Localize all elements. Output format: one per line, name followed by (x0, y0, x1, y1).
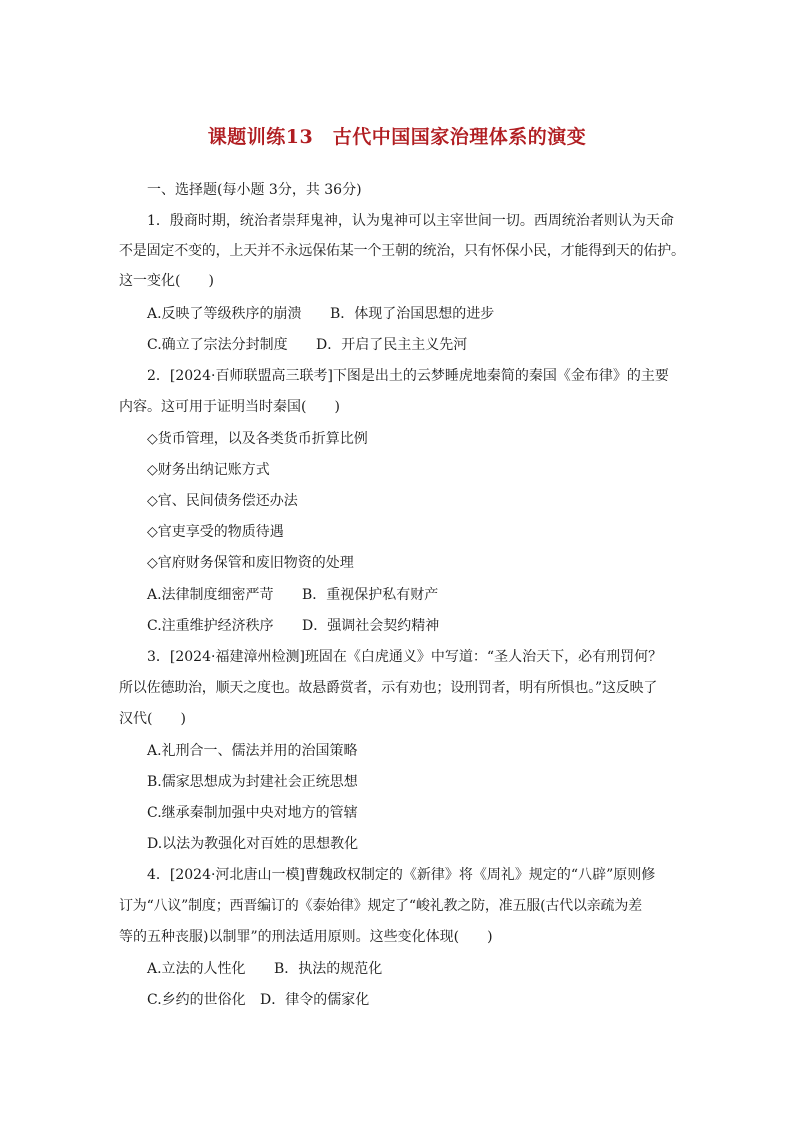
q2-list-item: ◇官、民间债务偿还办法 (147, 493, 298, 509)
q3-stem-line-1: 3．[2024·福建漳州检测]班固在《白虎通义》中写道：“圣人治天下，必有刑罚何？ (147, 649, 663, 665)
q4-option-a[interactable]: A.立法的人性化 (147, 961, 246, 977)
q2-stem-line-1: 2．[2024·百师联盟高三联考]下图是出土的云梦睡虎地秦简的秦国《金布律》的主要 (147, 368, 669, 384)
q3-option-a[interactable]: A.礼刑合一、儒法并用的治国策略 (147, 743, 358, 759)
q2-stem-line-2: 内容。这可用于证明当时秦国( ) (119, 399, 340, 415)
q1-stem-line-3: 这一变化( ) (119, 273, 214, 289)
q4-option-c[interactable]: C.乡约的世俗化 (147, 992, 246, 1008)
page-title: 课题训练13 古代中国国家治理体系的演变 (207, 126, 587, 148)
q4-stem-line-1: 4．[2024·河北唐山一模]曹魏政权制定的《新律》将《周礼》规定的“八辟”原则修 (147, 867, 656, 883)
q2-option-a[interactable]: A.法律制度细密严苛 (147, 587, 274, 603)
q1-option-a[interactable]: A.反映了等级秩序的崩溃 (147, 306, 302, 322)
q2-list-item: ◇官吏享受的物质待遇 (147, 524, 284, 540)
q3-option-c[interactable]: C.继承秦制加强中央对地方的管辖 (147, 805, 358, 821)
q4-stem-line-3: 等的五种丧服)以制罪”的刑法适用原则。这些变化体现( ) (119, 929, 493, 945)
q3-stem-line-3: 汉代( ) (119, 711, 186, 727)
q3-option-b[interactable]: B.儒家思想成为封建社会正统思想 (147, 774, 358, 790)
q2-option-b[interactable]: B．重视保护私有财产 (302, 587, 439, 603)
q1-option-b[interactable]: B．体现了治国思想的进步 (330, 306, 495, 322)
q2-option-d[interactable]: D．强调社会契约精神 (302, 618, 440, 634)
q2-list-item: ◇官府财务保管和废旧物资的处理 (147, 555, 354, 571)
q2-option-c[interactable]: C.注重维护经济秩序 (147, 618, 274, 634)
q4-stem-line-2: 订为“八议”制度；西晋编订的《泰始律》规定了“峻礼教之防，准五服(古代以亲疏为差 (119, 898, 642, 914)
q2-list-item: ◇货币管理，以及各类货币折算比例 (147, 431, 368, 447)
q4-option-d[interactable]: D．律令的儒家化 (260, 992, 370, 1008)
q1-stem-line-2: 不是固定不变的，上天并不永远保佑某一个王朝的统治，只有怀保小民，才能得到天的佑护。 (119, 243, 685, 259)
q1-option-d[interactable]: D．开启了民主主义先河 (316, 337, 468, 353)
q3-option-d[interactable]: D.以法为教强化对百姓的思想教化 (147, 836, 359, 852)
q1-stem-line-1: 1．殷商时期，统治者崇拜鬼神，认为鬼神可以主宰世间一切。西周统治者则认为天命 (147, 213, 674, 229)
q1-option-c[interactable]: C.确立了宗法分封制度 (147, 337, 288, 353)
q4-option-b[interactable]: B．执法的规范化 (274, 961, 383, 977)
q3-stem-line-2: 所以佐德助治，顺天之度也。故悬爵赏者，示有劝也；设刑罚者，明有所惧也。”这反映了 (119, 680, 658, 696)
q2-list-item: ◇财务出纳记账方式 (147, 462, 270, 478)
section-heading: 一、选择题(每小题 3分，共 36分) (147, 182, 362, 198)
